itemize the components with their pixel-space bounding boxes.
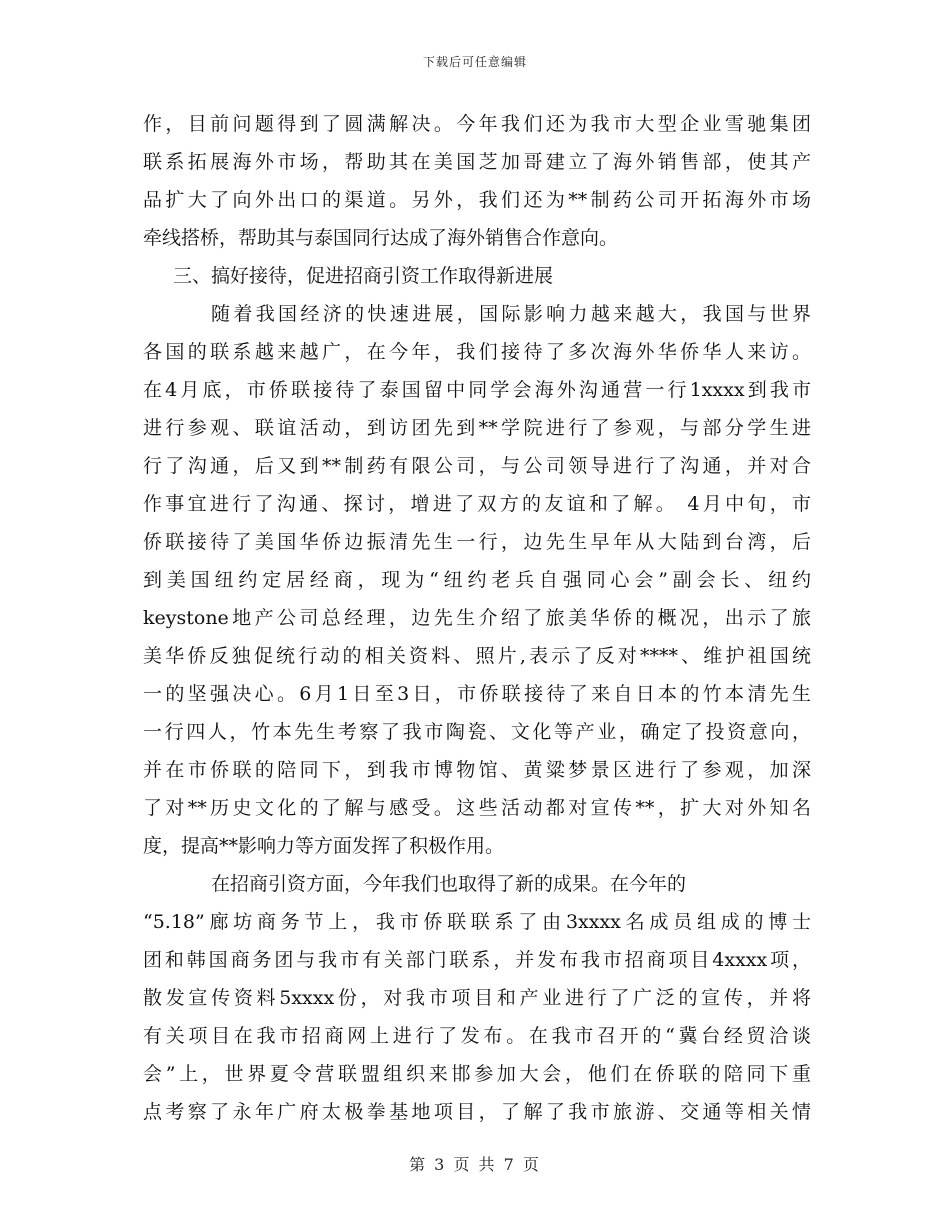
- text-line: 到美国纽约定居经商，现为“纽约老兵自强同心会”副会长、纽约: [143, 569, 811, 591]
- document-body: [143, 105, 811, 1131]
- text-line: 在4月底，市侨联接待了泰国留中同学会海外沟通营一行1xxxx到我市: [143, 379, 811, 401]
- text-line: keystone地产公司总经理，边先生介绍了旅美华侨的概况，出示了旅: [143, 607, 811, 629]
- text-line: “5.18”廊坊商务节上，我市侨联联系了由3xxxx名成员组成的博士: [143, 911, 811, 933]
- text-line: 品扩大了向外出口的渠道。另外，我们还为**制药公司开拓海外市场: [143, 189, 811, 211]
- text-line: 团和韩国商务团与我市有关部门联系，并发布我市招商项目4xxxx项，: [143, 949, 811, 971]
- text-line: 联系拓展海外市场，帮助其在美国芝加哥建立了海外销售部，使其产: [143, 151, 811, 173]
- text-line: 点考察了永年广府太极拳基地项目，了解了我市旅游、交通等相关情: [143, 1101, 811, 1123]
- text-line: 在招商引资方面，今年我们也取得了新的成果。在今年的: [211, 873, 687, 895]
- text-line: 散发宣传资料5xxxx份，对我市项目和产业进行了广泛的宣传，并将: [143, 987, 811, 1009]
- text-line: 了对**历史文化的了解与感受。这些活动都对宣传**，扩大对外知名: [143, 797, 811, 819]
- text-line: 度，提高**影响力等方面发挥了积极作用。: [143, 835, 505, 857]
- text-line: 作事宜进行了沟通、探讨，增进了双方的友谊和了解。 4月中旬，市: [143, 493, 811, 515]
- text-line: 美华侨反独促统行动的相关资料、照片,表示了反对****、维护祖国统: [143, 645, 811, 667]
- text-line: 各国的联系越来越广，在今年，我们接待了多次海外华侨华人来访。: [143, 341, 811, 363]
- section-heading: 三、搞好接待，促进招商引资工作取得新进展: [173, 265, 554, 287]
- text-line: 进行参观、联谊活动，到访团先到**学院进行了参观，与部分学生进: [143, 417, 811, 439]
- text-line: 牵线搭桥，帮助其与泰国同行达成了海外销售合作意向。: [143, 227, 619, 249]
- page-number-footer: 第 3 页 共 7 页: [409, 1155, 541, 1174]
- text-line: 行了沟通，后又到**制药有限公司，与公司领导进行了沟通，并对合: [143, 455, 811, 477]
- text-line: 侨联接待了美国华侨边振清先生一行，边先生早年从大陆到台湾，后: [143, 531, 811, 553]
- text-line: 并在市侨联的陪同下，到我市博物馆、黄粱梦景区进行了参观，加深: [143, 759, 811, 781]
- page-header: 下载后可任意编辑: [422, 55, 527, 69]
- text-line: 会”上，世界夏令营联盟组织来邯参加大会，他们在侨联的陪同下重: [143, 1063, 811, 1085]
- text-line: 一的坚强决心。6月1日至3日，市侨联接待了来自日本的竹本清先生: [143, 683, 811, 705]
- text-line: 有关项目在我市招商网上进行了发布。在我市召开的“冀台经贸洽谈: [143, 1025, 811, 1047]
- text-line: 作，目前问题得到了圆满解决。今年我们还为我市大型企业雪驰集团: [143, 113, 811, 135]
- text-line: 一行四人，竹本先生考察了我市陶瓷、文化等产业，确定了投资意向，: [143, 721, 811, 743]
- text-line: 随着我国经济的快速进展，国际影响力越来越大，我国与世界: [211, 303, 811, 325]
